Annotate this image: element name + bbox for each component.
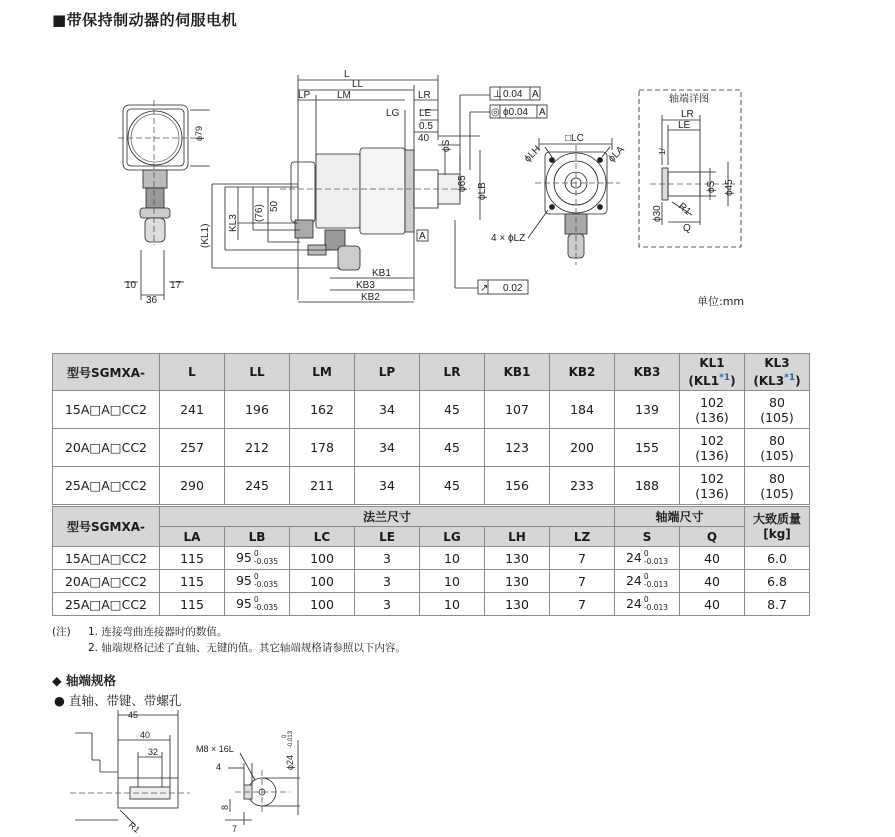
cell-KL1: 102 (136) — [680, 391, 745, 429]
shaft-dim-40: 40 — [140, 730, 151, 740]
detail-phi45: ϕ45 — [724, 179, 735, 196]
notes — [52, 624, 406, 656]
cell-LH: 130 — [485, 547, 550, 570]
col-LG: LG — [420, 527, 485, 547]
detail-LE: LE — [678, 120, 691, 131]
shaft-spec-heading: ◆ 轴端规格 — [52, 673, 116, 688]
dim-17: 17 — [170, 280, 182, 291]
dim-phiS: ϕS — [441, 139, 452, 152]
shaft-tol-up: 0 — [282, 734, 288, 738]
detail-LR: LR — [681, 109, 694, 120]
cell-mass: 8.7 — [745, 593, 810, 616]
dim-KB3: KB3 — [356, 280, 375, 291]
cell-LZ: 7 — [550, 547, 615, 570]
col-KL1: KL1 (KL1$^{*1}$) — [680, 354, 745, 391]
table1-header-row — [53, 354, 810, 391]
cell-LC: 100 — [290, 570, 355, 593]
dim-LE: LE — [419, 108, 432, 119]
cell-KB2: 233 — [550, 467, 615, 505]
cell-LP: 34 — [355, 429, 420, 467]
cell-LP: 34 — [355, 467, 420, 505]
cell-S: 24 0 -0.013 — [615, 570, 680, 593]
cell-LL: 212 — [225, 429, 290, 467]
col-model: 型号SGMXA- — [53, 507, 160, 547]
col-LZ: LZ — [550, 527, 615, 547]
cell-LR: 45 — [420, 391, 485, 429]
tol-circ-symbol: ◎ — [491, 107, 500, 118]
shaft-spec-bullet: ● 直轴、带键、带螺孔 — [54, 693, 182, 708]
dim-KL1: (KL1) — [200, 223, 211, 248]
cell-L: 241 — [160, 391, 225, 429]
cell-LA: 115 — [160, 570, 225, 593]
cell-Q: 40 — [680, 547, 745, 570]
cell-LH: 130 — [485, 593, 550, 616]
cell-KB3: 155 — [615, 429, 680, 467]
shaft-tol-low: -0.013 — [288, 730, 294, 748]
col-Q: Q — [680, 527, 745, 547]
cell-LB: 95 0 -0.035 — [225, 570, 290, 593]
col-KB3: KB3 — [615, 354, 680, 391]
cell-model: 25A□A□CC2 — [53, 467, 160, 505]
cell-LC: 100 — [290, 593, 355, 616]
motor-dimension-drawing — [0, 50, 895, 315]
cell-LH: 130 — [485, 570, 550, 593]
table-row — [53, 570, 810, 593]
cell-LL: 245 — [225, 467, 290, 505]
shaft-phi24: ϕ24 — [285, 754, 295, 770]
dim-phiLA: ϕLA — [606, 144, 627, 165]
detail-mark: 1/ — [658, 148, 667, 155]
page-title: ■带保持制动器的伺服电机 — [52, 11, 238, 29]
cell-LE: 3 — [355, 593, 420, 616]
cell-mass: 6.8 — [745, 570, 810, 593]
dim-LG: LG — [386, 108, 400, 119]
shaft-dim-4: 4 — [216, 762, 222, 772]
cell-LL: 196 — [225, 391, 290, 429]
dim-phiLH: ϕLH — [522, 143, 544, 165]
detail-R1: R1 — [676, 200, 693, 218]
cell-S: 24 0 -0.013 — [615, 547, 680, 570]
cell-KB2: 184 — [550, 391, 615, 429]
tol-circ-value: ϕ0.04 — [503, 107, 529, 118]
dim-L: L — [344, 69, 350, 80]
cell-KB3: 188 — [615, 467, 680, 505]
note-2: 2. 轴端规格记述了直轴、无键的值。其它轴端规格请参照以下内容。 — [88, 642, 406, 654]
cell-mass: 6.0 — [745, 547, 810, 570]
shaft-dim-32: 32 — [148, 747, 159, 757]
cell-model: 20A□A□CC2 — [53, 570, 160, 593]
cell-Q: 40 — [680, 593, 745, 616]
cell-KB1: 107 — [485, 391, 550, 429]
col-KB2: KB2 — [550, 354, 615, 391]
table-row — [53, 593, 810, 616]
tol-runout-value: 0.02 — [503, 283, 523, 294]
cell-S: 24 0 -0.013 — [615, 593, 680, 616]
detail-title: 轴端详图 — [669, 94, 709, 105]
col-LM: LM — [290, 354, 355, 391]
shaft-spec-drawing — [0, 700, 360, 837]
table-row — [53, 467, 810, 505]
dim-KB2: KB2 — [361, 292, 380, 303]
cell-KL1: 102 (136) — [680, 467, 745, 505]
cell-L: 257 — [160, 429, 225, 467]
tol-datum-2: A — [539, 107, 546, 118]
cell-LB: 95 0 -0.035 — [225, 593, 290, 616]
cell-LM: 162 — [290, 391, 355, 429]
tol-perp-value: 0.04 — [503, 89, 523, 100]
shaft-dim-7: 7 — [232, 824, 238, 834]
table-row — [53, 547, 810, 570]
dim-LR: LR — [418, 90, 431, 101]
detail-phi30: ϕ30 — [652, 205, 663, 222]
tol-datum-1: A — [532, 89, 539, 100]
cell-KB1: 123 — [485, 429, 550, 467]
col-L: L — [160, 354, 225, 391]
cell-KB1: 156 — [485, 467, 550, 505]
cell-LM: 178 — [290, 429, 355, 467]
col-KB1: KB1 — [485, 354, 550, 391]
cell-KB3: 139 — [615, 391, 680, 429]
cell-LB: 95 0 -0.035 — [225, 547, 290, 570]
cell-LP: 34 — [355, 391, 420, 429]
cell-LG: 10 — [420, 570, 485, 593]
dim-10: 10 — [125, 280, 137, 291]
shaft-dim-R1: R1 — [126, 819, 142, 835]
dim-50: 50 — [269, 200, 280, 212]
table2-header-row — [53, 507, 810, 527]
dim-phi65: ϕ65 — [457, 175, 468, 192]
col-S: S — [615, 527, 680, 547]
tol-perp-symbol: ⊥ — [493, 89, 502, 100]
dim-LP: LP — [298, 90, 311, 101]
detail-phiS: ϕS — [706, 180, 717, 193]
dim-76: (76) — [254, 204, 265, 222]
cell-model: 15A□A□CC2 — [53, 391, 160, 429]
col-LC: LC — [290, 527, 355, 547]
note-1: (注) 1. 连接弯曲连接器时的数值。 — [52, 626, 228, 638]
cell-KL3: 80 (105) — [745, 429, 810, 467]
col-LL: LL — [225, 354, 290, 391]
shaft-dim-8: 8 — [220, 804, 230, 810]
dim-phiLB: ϕLB — [477, 182, 488, 200]
col-shaft: 轴端尺寸 — [615, 507, 745, 527]
col-LE: LE — [355, 527, 420, 547]
unit-label: 单位:mm — [697, 295, 745, 308]
shaft-dim-45: 45 — [128, 710, 139, 720]
shaft-end-view — [225, 740, 300, 825]
cell-LM: 211 — [290, 467, 355, 505]
cell-L: 290 — [160, 467, 225, 505]
cell-LE: 3 — [355, 570, 420, 593]
cell-LA: 115 — [160, 593, 225, 616]
dim-KB1: KB1 — [372, 268, 391, 279]
table2-subheader-row — [53, 527, 810, 547]
table-row — [53, 429, 810, 467]
table-row — [53, 391, 810, 429]
cell-LG: 10 — [420, 547, 485, 570]
tol-runout-symbol: ↗ — [480, 283, 489, 294]
dim-0-5: 0.5 — [419, 121, 433, 132]
cell-LC: 100 — [290, 547, 355, 570]
dim-KL3: KL3 — [228, 214, 239, 232]
cell-Q: 40 — [680, 570, 745, 593]
col-model: 型号SGMXA- — [53, 354, 160, 391]
dim-40: 40 — [418, 133, 430, 144]
col-flange: 法兰尺寸 — [160, 507, 615, 527]
cell-model: 25A□A□CC2 — [53, 593, 160, 616]
dim-LC: □LC — [565, 133, 584, 144]
cell-LA: 115 — [160, 547, 225, 570]
cell-KL1: 102 (136) — [680, 429, 745, 467]
cell-LR: 45 — [420, 467, 485, 505]
datum-label: A — [419, 231, 426, 242]
dim-LM: LM — [337, 90, 351, 101]
cell-LZ: 7 — [550, 570, 615, 593]
col-LB: LB — [225, 527, 290, 547]
cell-LR: 45 — [420, 429, 485, 467]
col-LP: LP — [355, 354, 420, 391]
phi79-label: ϕ79 — [194, 125, 204, 141]
cell-model: 20A□A□CC2 — [53, 429, 160, 467]
cell-KL3: 80 (105) — [745, 391, 810, 429]
dim-LZ: 4 × ϕLZ — [491, 233, 526, 244]
col-mass: 大致质量 [kg] — [745, 507, 810, 547]
cell-KL3: 80 (105) — [745, 467, 810, 505]
cell-LZ: 7 — [550, 593, 615, 616]
shaft-side-view — [70, 710, 190, 825]
col-LA: LA — [160, 527, 225, 547]
cell-model: 15A□A□CC2 — [53, 547, 160, 570]
cell-KB2: 200 — [550, 429, 615, 467]
detail-Q: Q — [683, 223, 691, 234]
dim-LL: LL — [352, 79, 364, 90]
col-LH: LH — [485, 527, 550, 547]
dim-36: 36 — [146, 295, 158, 306]
col-LR: LR — [420, 354, 485, 391]
flange-shaft-table — [52, 506, 810, 616]
col-KL3: KL3 (KL3$^{*1}$) — [745, 354, 810, 391]
shaft-m8: M8 × 16L — [196, 744, 234, 754]
cell-LE: 3 — [355, 547, 420, 570]
cell-LG: 10 — [420, 593, 485, 616]
dimension-table — [52, 353, 810, 505]
